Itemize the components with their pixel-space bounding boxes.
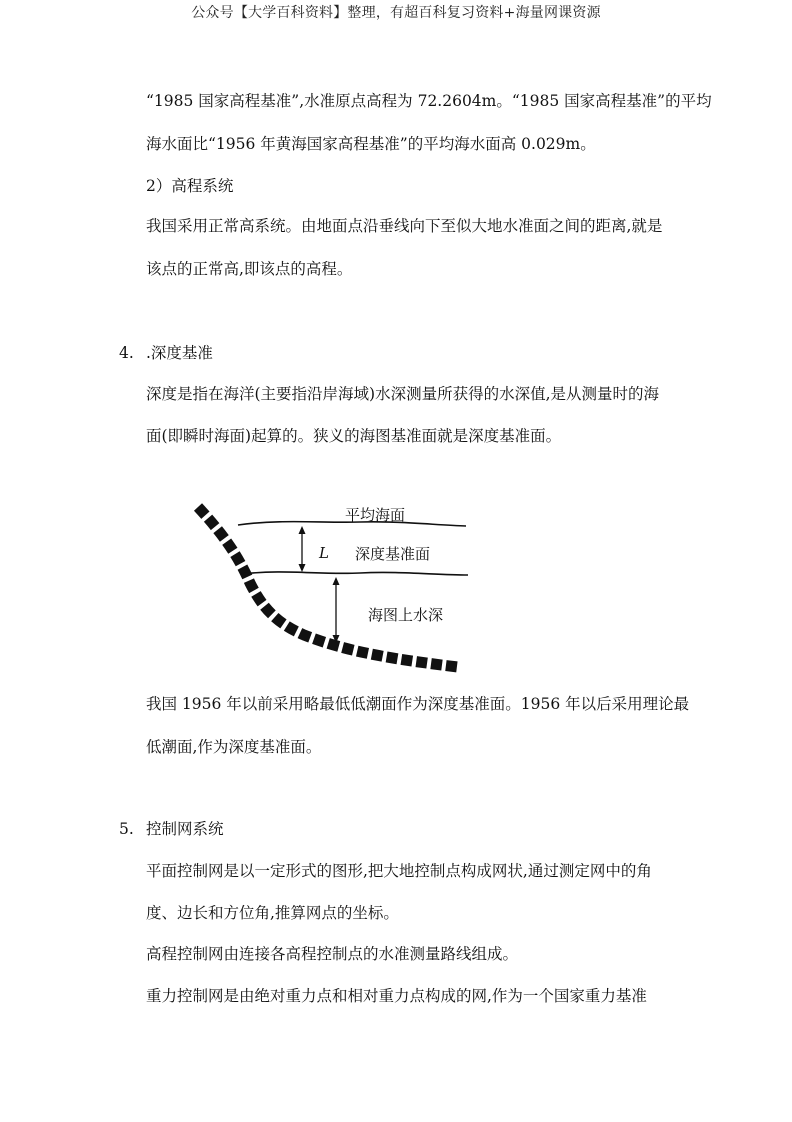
- paragraph-line: 重力控制网是由绝对重力点和相对重力点构成的网,作为一个国家重力基准: [146, 987, 647, 1005]
- paragraph-line: 我国采用正常高系统。由地面点沿垂线向下至似大地水准面之间的距离,就是: [146, 217, 663, 235]
- section-number: 5.: [119, 820, 134, 838]
- depth-datum-line: [242, 572, 468, 575]
- paragraph-line: 我国 1956 年以前采用略最低低潮面作为深度基准面。1956 年以后采用理论最: [146, 695, 690, 713]
- arrowhead: [299, 564, 306, 572]
- label-chart-depth: 海图上水深: [368, 606, 444, 624]
- paragraph-line: 海水面比“1956 年黄海国家高程基准”的平均海水面高 0.029m。: [146, 135, 596, 153]
- arrowhead: [333, 577, 340, 585]
- paragraph-line: 深度是指在海洋(主要指沿岸海域)水深测量所获得的水深值,是从测量时的海: [146, 385, 660, 403]
- paragraph-line: 低潮面,作为深度基准面。: [146, 738, 322, 756]
- paragraph-line: 度、边长和方位角,推算网点的坐标。: [146, 904, 399, 922]
- arrowhead: [299, 526, 306, 534]
- section-title: 控制网系统: [146, 820, 224, 838]
- sub-heading: 2）高程系统: [146, 177, 234, 195]
- section-number: 4.: [119, 344, 134, 362]
- seabed-line: [198, 507, 458, 667]
- section-title: .深度基准: [146, 344, 213, 362]
- paragraph-line: 面(即瞬时海面)起算的。狭义的海图基准面就是深度基准面。: [146, 427, 562, 445]
- paragraph-line: 平面控制网是以一定形式的图形,把大地控制点构成网状,通过测定网中的角: [146, 862, 652, 880]
- paragraph-line: “1985 国家高程基准”,水准原点高程为 72.2604m。“1985 国家高程基准”的平均: [146, 92, 712, 110]
- paragraph-line: 该点的正常高,即该点的高程。: [146, 260, 353, 278]
- label-mean-sea: 平均海面: [345, 506, 406, 524]
- paragraph-line: 高程控制网由连接各高程控制点的水准测量路线组成。: [146, 945, 519, 963]
- depth-datum-diagram: [190, 495, 475, 680]
- label-l: L: [319, 544, 329, 562]
- page-header: 公众号【大学百科资料】整理，有超百科复习资料+海量网课资源: [191, 5, 601, 21]
- label-depth-datum: 深度基准面: [355, 545, 431, 563]
